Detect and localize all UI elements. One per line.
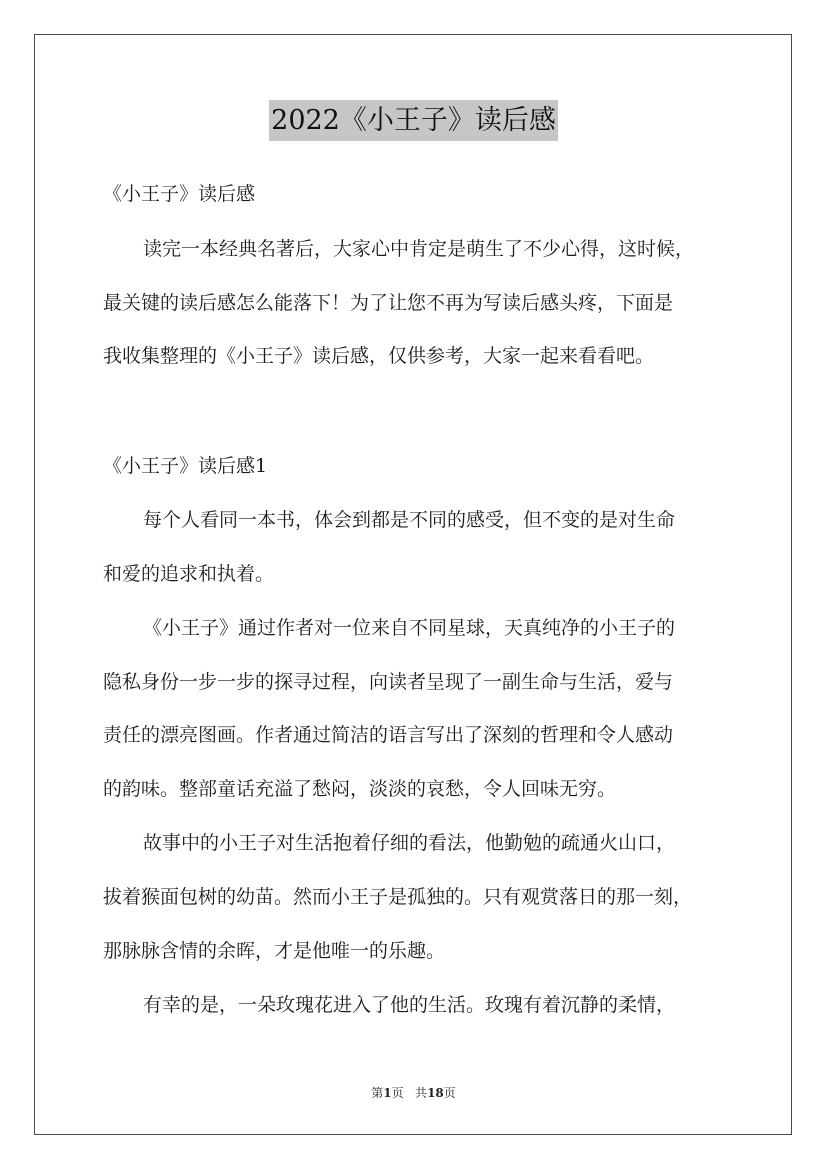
body-line-8: 拔着猴面包树的幼苗。然而小王子是孤独的。只有观赏落日的那一刻，: [103, 886, 693, 908]
body-line-2: 和爱的追求和执着。: [103, 563, 275, 585]
total-prefix: 共: [415, 1086, 428, 1100]
page-suffix: 页: [391, 1086, 404, 1100]
page-prefix: 第: [371, 1086, 384, 1100]
body-line-1: 每个人看同一本书，体会到都是不同的感受，但不变的是对生命: [143, 509, 676, 531]
intro-line-3: 我收集整理的《小王子》读后感，仅供参考，大家一起来看看吧。: [103, 345, 655, 367]
body-line-6: 的韵味。整部童话充溢了愁闷，淡淡的哀愁，令人回味无穷。: [103, 778, 617, 800]
body-line-10: 有幸的是，一朵玫瑰花进入了他的生活。玫瑰有着沉静的柔情，: [143, 994, 676, 1016]
intro-line-2: 最关键的读后感怎么能落下！为了让您不再为写读后感头疼，下面是: [103, 292, 674, 314]
body-line-7: 故事中的小王子对生活抱着仔细的看法，他勤勉的疏通火山口，: [143, 832, 676, 854]
body-line-9: 那脉脉含情的余晖，才是他唯一的乐趣。: [103, 940, 446, 962]
total-pages: 18: [427, 1086, 444, 1100]
subtitle: 《小王子》读后感: [103, 183, 256, 205]
document-title: [0, 100, 827, 141]
page-footer: [0, 1084, 827, 1101]
intro-line-1: 读完一本经典名著后，大家心中肯定是萌生了不少心得，这时候，: [143, 238, 695, 260]
total-suffix: 页: [443, 1086, 456, 1100]
document-title-text: 2022《小王子》读后感: [269, 100, 558, 141]
section-heading: 《小王子》读后感1: [103, 455, 268, 477]
page-number: 1: [383, 1086, 392, 1100]
body-line-4: 隐私身份一步一步的探寻过程，向读者呈现了一副生命与生活，爱与: [103, 671, 674, 693]
body-line-5: 责任的漂亮图画。作者通过简洁的语言写出了深刻的哲理和令人感动: [103, 724, 674, 746]
body-line-3: 《小王子》通过作者对一位来自不同星球，天真纯净的小王子的: [143, 617, 676, 639]
